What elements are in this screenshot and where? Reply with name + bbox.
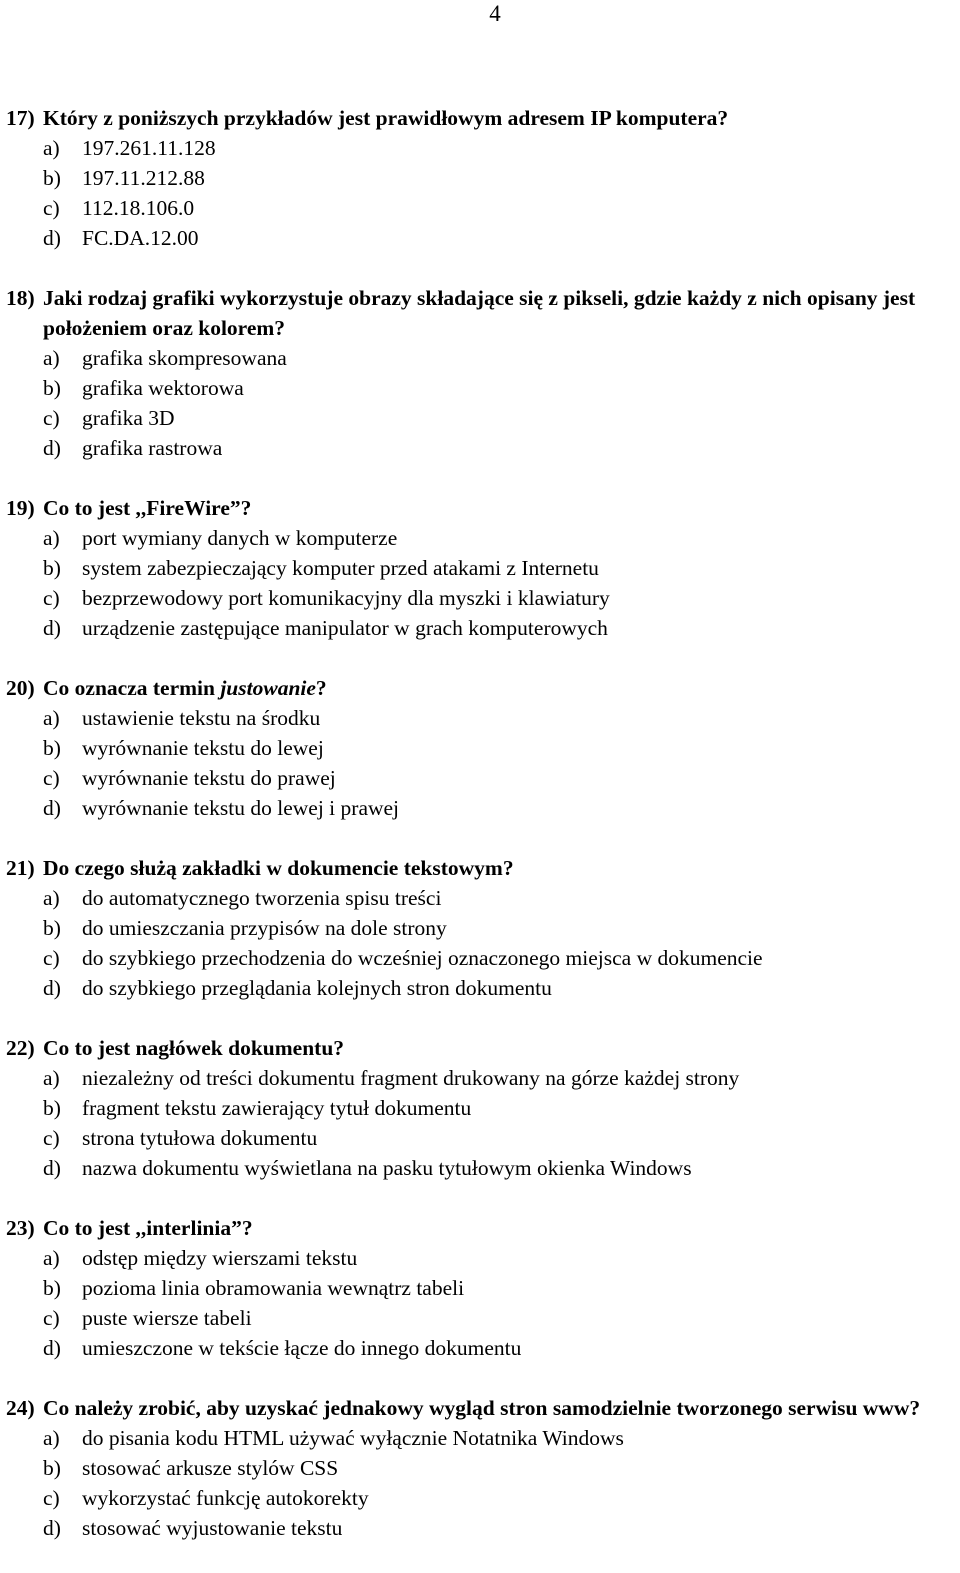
answer-text: grafika wektorowa [82, 376, 244, 400]
answer-option [6, 973, 956, 1003]
answer-list [6, 523, 956, 643]
question-text-end: ? [315, 676, 327, 700]
answer-text: wyrównanie tekstu do lewej [82, 736, 324, 760]
answer-letter: b) [43, 1276, 61, 1300]
question-text: Do czego służą zakładki w dokumencie tekstowym? [43, 856, 514, 880]
answer-letter: d) [43, 226, 61, 250]
answer-text: do szybkiego przechodzenia do wcześniej oznaczonego miejsca w dokumencie [82, 946, 763, 970]
answer-text: 112.18.106.0 [82, 196, 195, 220]
answer-option [6, 703, 956, 733]
answer-letter: b) [43, 166, 61, 190]
answer-text: wyrównanie tekstu do prawej [82, 766, 336, 790]
answer-letter: c) [43, 1486, 60, 1510]
question-text: Jaki rodzaj grafiki wykorzystuje obrazy składające się z pikseli, gdzie każdy z nich opisany jest położeniem oraz kolorem? [43, 286, 916, 340]
answer-letter: a) [43, 1066, 60, 1090]
answer-list [6, 1063, 956, 1183]
answer-text: urządzenie zastępujące manipulator w grach komputerowych [82, 616, 608, 640]
answer-text: do automatycznego tworzenia spisu treści [82, 886, 442, 910]
answer-letter: a) [43, 136, 60, 160]
answer-text: port wymiany danych w komputerze [82, 526, 398, 550]
answer-letter: a) [43, 706, 60, 730]
answer-text: niezależny od treści dokumentu fragment drukowany na górze każdej strony [82, 1066, 740, 1090]
question-number: 20) [6, 676, 35, 700]
answer-text: system zabezpieczający komputer przed atakami z Internetu [82, 556, 599, 580]
question-number: 18) [6, 286, 35, 310]
answer-list [6, 883, 956, 1003]
question-title [6, 493, 956, 523]
answer-letter: b) [43, 1456, 61, 1480]
page-number: 4 [489, 1, 501, 26]
answer-letter: d) [43, 1516, 61, 1540]
answer-letter: c) [43, 766, 60, 790]
question-title [6, 103, 956, 133]
answer-text: fragment tekstu zawierający tytuł dokumentu [82, 1096, 472, 1120]
answer-text: do szybkiego przeglądania kolejnych stron dokumentu [82, 976, 552, 1000]
answer-letter: c) [43, 1306, 60, 1330]
answer-list [6, 343, 956, 463]
question-title [6, 853, 956, 883]
answer-text: 197.11.212.88 [82, 166, 205, 190]
answer-text: do umieszczania przypisów na dole strony [82, 916, 447, 940]
answer-option [6, 1333, 956, 1363]
answer-letter: d) [43, 436, 61, 460]
answer-letter: d) [43, 976, 61, 1000]
answer-text: umieszczone w tekście łącze do innego dokumentu [82, 1336, 522, 1360]
question-text-start: Co oznacza termin [43, 676, 221, 700]
answer-option [6, 883, 956, 913]
answer-option [6, 913, 956, 943]
answer-option [6, 613, 956, 643]
question-title [6, 1213, 956, 1243]
answer-letter: c) [43, 196, 60, 220]
answer-text: 197.261.11.128 [82, 136, 216, 160]
answer-text: strona tytułowa dokumentu [82, 1126, 318, 1150]
answer-option [6, 223, 956, 253]
answer-option [6, 1093, 956, 1123]
answer-option [6, 733, 956, 763]
question-text: Co to jest ,,FireWire”? [43, 496, 252, 520]
question-number: 23) [6, 1216, 35, 1240]
answer-list [6, 703, 956, 823]
answer-letter: a) [43, 346, 60, 370]
answer-text: nazwa dokumentu wyświetlana na pasku tytułowym okienka Windows [82, 1156, 692, 1180]
answer-text: grafika skompresowana [82, 346, 287, 370]
answer-option [6, 1273, 956, 1303]
answer-letter: a) [43, 526, 60, 550]
answer-option [6, 1423, 956, 1453]
answer-option [6, 403, 956, 433]
question-18 [6, 283, 956, 463]
question-text [43, 673, 956, 703]
answer-option [6, 583, 956, 613]
answer-option [6, 1243, 956, 1273]
question-number: 21) [6, 856, 35, 880]
answer-option [6, 1123, 956, 1153]
answer-letter: b) [43, 1096, 61, 1120]
question-term: justowanie [220, 676, 316, 700]
question-21 [6, 853, 956, 1003]
answer-option [6, 793, 956, 823]
answer-text: grafika 3D [82, 406, 175, 430]
answer-list [6, 1243, 956, 1363]
answer-letter: d) [43, 616, 61, 640]
answer-text: bezprzewodowy port komunikacyjny dla myszki i klawiatury [82, 586, 610, 610]
answer-option [6, 1153, 956, 1183]
question-22 [6, 1033, 956, 1183]
answer-option [6, 943, 956, 973]
answer-text: do pisania kodu HTML używać wyłącznie Notatnika Windows [82, 1426, 624, 1450]
answer-letter: b) [43, 376, 61, 400]
answer-letter: a) [43, 1246, 60, 1270]
question-title [6, 1393, 956, 1423]
answer-option [6, 553, 956, 583]
question-title [6, 1033, 956, 1063]
answer-text: pozioma linia obramowania wewnątrz tabeli [82, 1276, 465, 1300]
question-number: 24) [6, 1396, 35, 1420]
question-23 [6, 1213, 956, 1363]
answer-letter: c) [43, 586, 60, 610]
answer-option [6, 133, 956, 163]
answer-text: stosować arkusze stylów CSS [82, 1456, 339, 1480]
answer-option [6, 343, 956, 373]
answer-letter: d) [43, 1336, 61, 1360]
question-title [6, 283, 956, 343]
answer-option [6, 433, 956, 463]
answer-letter: b) [43, 556, 61, 580]
answer-option [6, 163, 956, 193]
answer-option [6, 1063, 956, 1093]
answer-letter: c) [43, 1126, 60, 1150]
question-number: 22) [6, 1036, 35, 1060]
answer-text: FC.DA.12.00 [82, 226, 199, 250]
question-number: 19) [6, 496, 35, 520]
answer-letter: b) [43, 916, 61, 940]
answer-letter: d) [43, 796, 61, 820]
answer-option [6, 523, 956, 553]
answer-option [6, 373, 956, 403]
question-20 [6, 673, 956, 823]
answer-letter: b) [43, 736, 61, 760]
question-24 [6, 1393, 956, 1543]
answer-text: puste wiersze tabeli [82, 1306, 252, 1330]
answer-option [6, 763, 956, 793]
answer-option [6, 1483, 956, 1513]
answer-letter: a) [43, 886, 60, 910]
question-number: 17) [6, 106, 35, 130]
answer-option [6, 193, 956, 223]
question-17 [6, 103, 956, 253]
answer-text: wykorzystać funkcję autokorekty [82, 1486, 369, 1510]
answer-list [6, 1423, 956, 1543]
answer-text: ustawienie tekstu na środku [82, 706, 321, 730]
answer-option [6, 1513, 956, 1543]
question-text: Co to jest ,,interlinia”? [43, 1216, 253, 1240]
question-title [6, 673, 956, 703]
answer-letter: c) [43, 946, 60, 970]
answer-option [6, 1303, 956, 1333]
answer-list [6, 133, 956, 253]
quiz-content [6, 103, 956, 1573]
answer-text: odstęp między wierszami tekstu [82, 1246, 358, 1270]
answer-option [6, 1453, 956, 1483]
answer-text: wyrównanie tekstu do lewej i prawej [82, 796, 400, 820]
answer-text: grafika rastrowa [82, 436, 223, 460]
answer-letter: d) [43, 1156, 61, 1180]
answer-letter: a) [43, 1426, 60, 1450]
question-text: Co to jest nagłówek dokumentu? [43, 1036, 345, 1060]
answer-text: stosować wyjustowanie tekstu [82, 1516, 343, 1540]
question-text: Co należy zrobić, aby uzyskać jednakowy wygląd stron samodzielnie tworzonego serwisu www? [43, 1396, 921, 1420]
question-19 [6, 493, 956, 643]
answer-letter: c) [43, 406, 60, 430]
question-text: Który z poniższych przykładów jest prawidłowym adresem IP komputera? [43, 106, 729, 130]
